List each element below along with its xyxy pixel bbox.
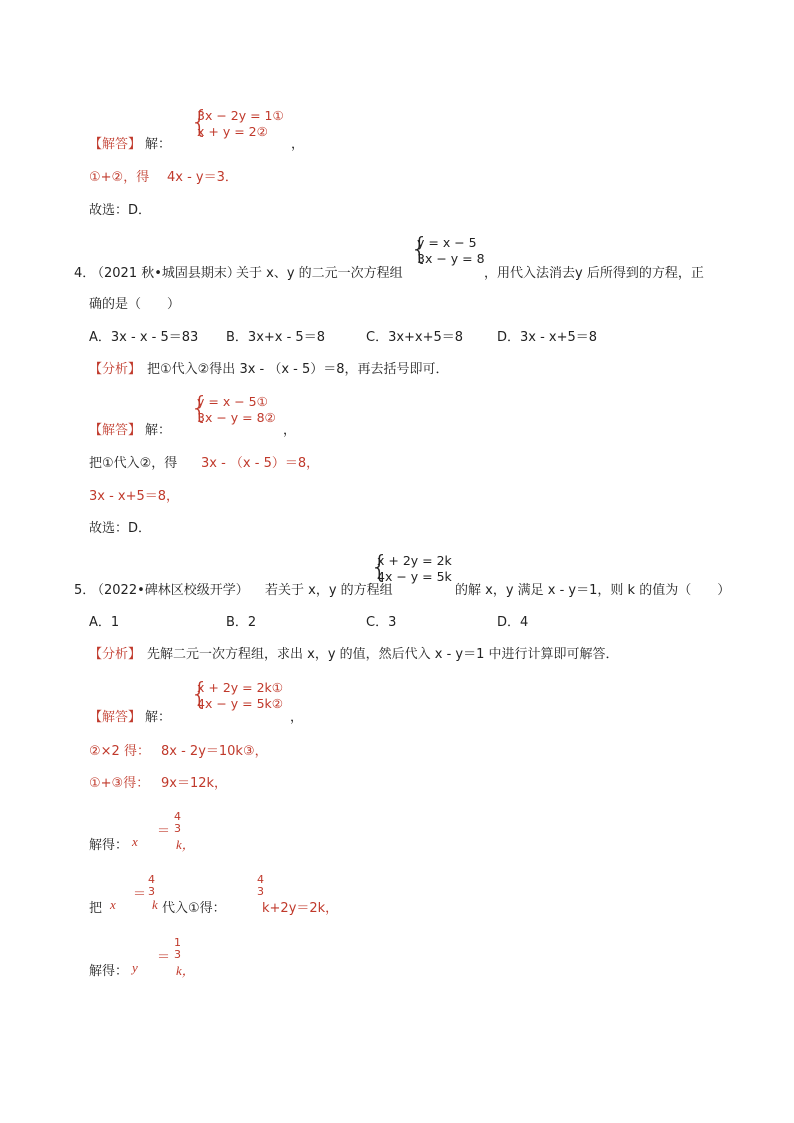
question-number: 5． <box>74 583 96 598</box>
equation-2: 4x − y = 5k <box>377 569 452 584</box>
fraction-numerator: 1 <box>174 936 181 949</box>
equation-system <box>190 677 294 716</box>
fraction-denominator: 3 <box>257 885 264 898</box>
step-result: 8x - 2y＝10k③， <box>161 744 268 759</box>
question-stem-cont: 的解 x，y 满足 x - y＝1，则 k 的值为（ ） <box>455 583 731 598</box>
analysis-text: 先解二元一次方程组，求出 x，y 的值，然后代入 x - y＝1 中进行计算即可解答． <box>147 647 619 662</box>
option-c: C．3x+x+5＝8 <box>366 330 464 345</box>
punctuation: ， <box>291 137 305 152</box>
variable-k: k， <box>176 837 195 852</box>
variable-k: k <box>152 897 158 912</box>
equation-1: y = x − 5 <box>417 235 477 250</box>
step-result: 3x - x+5＝8， <box>89 489 180 504</box>
equation-2: x + y = 2② <box>197 124 268 139</box>
variable-y: y <box>132 960 138 975</box>
left-brace-icon: { <box>190 677 210 712</box>
equals-sign: ＝ <box>133 887 147 902</box>
step-label: ①+②，得 <box>89 170 150 185</box>
step-text: 代入①得： <box>162 901 226 916</box>
equation-system <box>370 550 458 589</box>
step-result: 9x＝12k， <box>161 776 228 791</box>
analysis-text: 把①代入②得出 3x - （x - 5）＝8，再去括号即可． <box>147 362 449 377</box>
equation-system <box>190 391 290 430</box>
solution-jie: 解： <box>145 137 172 152</box>
option-a: A．1 <box>89 615 120 630</box>
left-brace-icon: { <box>370 550 390 585</box>
solution-label: 【解答】 <box>89 710 142 725</box>
fraction-denominator: 3 <box>174 822 181 835</box>
option-b: B．2 <box>226 615 257 630</box>
fraction-numerator: 4 <box>174 810 181 823</box>
fraction-denominator: 3 <box>174 948 181 961</box>
equation-1: y = x − 5① <box>197 394 268 409</box>
fraction-numerator: 4 <box>257 873 264 886</box>
step-result: k+2y＝2k， <box>262 901 339 916</box>
question-number: 4． <box>74 266 96 281</box>
equation-system <box>190 105 300 144</box>
equation-2: 3x − y = 8② <box>197 410 276 425</box>
step-label: 解得： <box>89 838 129 853</box>
equation-1: x + 2y = 2k① <box>197 680 283 695</box>
conclusion: 故选：D． <box>89 521 152 536</box>
step-label: 把①代入②，得 <box>89 456 178 471</box>
variable-x: x <box>110 897 116 912</box>
fraction-denominator: 3 <box>148 885 155 898</box>
option-b: B．3x+x - 5＝8 <box>226 330 325 345</box>
solution-label: 【解答】 <box>89 423 142 438</box>
equals-sign: ＝ <box>157 950 171 965</box>
option-a: A．3x - x - 5＝83 <box>89 330 199 345</box>
punctuation: ， <box>283 423 297 438</box>
step-result: 3x - （x - 5）＝8， <box>201 456 320 471</box>
question-stem-end: 确的是（ ） <box>89 297 181 312</box>
variable-k: k， <box>176 963 195 978</box>
step-label: ①+③得： <box>89 776 150 791</box>
step-label: ②×2 得： <box>89 744 150 759</box>
step-label: 把 <box>89 901 103 916</box>
equals-sign: ＝ <box>157 824 171 839</box>
equation-2: 4x − y = 5k② <box>197 696 283 711</box>
question-stem: 若关于 x，y 的方程组 <box>265 583 393 598</box>
solution-jie: 解： <box>145 710 172 725</box>
equation-1: x + 2y = 2k <box>377 553 452 568</box>
analysis-label: 【分析】 <box>89 362 142 377</box>
option-d: D．4 <box>497 615 529 630</box>
question-stem: 关于 x、y 的二元一次方程组 <box>236 266 403 281</box>
conclusion: 故选：D． <box>89 203 152 218</box>
equation-2: 3x − y = 8 <box>417 251 485 266</box>
solution-label: 【解答】 <box>89 137 142 152</box>
equation-system <box>410 232 486 271</box>
variable-x: x <box>132 834 138 849</box>
question-source: （2021 秋•城固县期末） <box>91 266 240 281</box>
fraction-numerator: 4 <box>148 873 155 886</box>
option-d: D．3x - x+5＝8 <box>497 330 598 345</box>
left-brace-icon: { <box>190 391 210 426</box>
solution-jie: 解： <box>145 423 172 438</box>
question-source: （2022•碑林区校级开学） <box>91 583 249 598</box>
analysis-label: 【分析】 <box>89 647 142 662</box>
step-label: 解得： <box>89 964 129 979</box>
left-brace-icon: { <box>190 105 210 140</box>
equation-1: 3x − 2y = 1① <box>197 108 284 123</box>
left-brace-icon: { <box>410 232 430 267</box>
punctuation: ， <box>290 710 304 725</box>
step-result: 4x - y＝3． <box>167 170 238 185</box>
option-c: C．3 <box>366 615 397 630</box>
question-stem-cont: ，用代入法消去y 后所得到的方程，正 <box>484 266 704 281</box>
